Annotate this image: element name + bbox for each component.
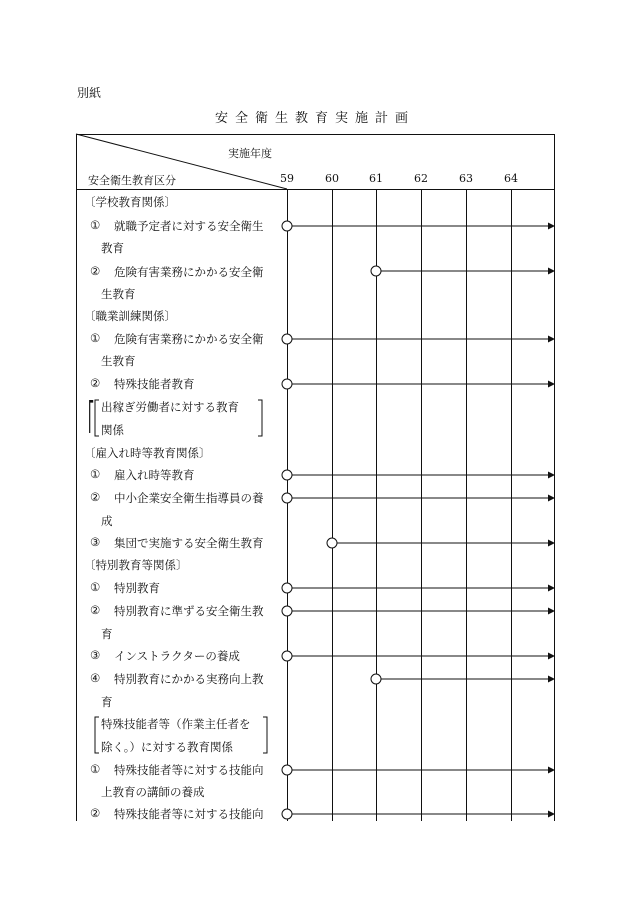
timeline-arrowhead xyxy=(548,540,555,547)
item-text: 特別教育 xyxy=(114,581,160,595)
item-text: 特別教育に準ずる安全衛生教 xyxy=(114,604,264,618)
item-text: 集団で実施する安全衛生教育 xyxy=(114,536,264,550)
timeline-start-circle xyxy=(282,606,292,616)
year-label: 61 xyxy=(369,172,383,185)
timeline-start-circle xyxy=(282,651,292,661)
item-number: ① xyxy=(90,218,101,232)
timeline-start-circle xyxy=(371,266,381,276)
item-number: ① xyxy=(90,580,101,594)
bracket-right xyxy=(258,400,262,436)
item-number: ③ xyxy=(90,535,101,549)
item-text-continued: 生教育 xyxy=(101,287,136,301)
year-label: 59 xyxy=(280,172,294,185)
item-text-continued: 成 xyxy=(101,514,113,528)
item-text-continued: 生教育 xyxy=(101,354,136,368)
timeline-arrowhead xyxy=(548,608,555,615)
timeline-arrowhead xyxy=(548,223,555,230)
item-text: 特殊技能者等に対する技能向 xyxy=(114,807,264,821)
timeline-start-circle xyxy=(282,765,292,775)
timeline-arrowhead xyxy=(548,585,555,592)
item-number: ① xyxy=(90,762,101,776)
bracket-left xyxy=(95,717,99,753)
timeline-arrowhead xyxy=(548,767,555,774)
item-text-continued: 育 xyxy=(101,695,113,709)
category-school: 〔学校教育関係〕 xyxy=(84,195,176,209)
timeline-start-circle xyxy=(282,493,292,503)
item-text: 特別教育にかかる実務向上教 xyxy=(114,672,264,686)
year-label: 64 xyxy=(504,172,518,185)
item-number: ② xyxy=(90,376,101,390)
timeline-arrowhead xyxy=(548,381,555,388)
bracket-left xyxy=(95,400,99,436)
timeline-start-circle xyxy=(282,379,292,389)
timeline-start-circle xyxy=(282,221,292,231)
attachment-label: 別紙 xyxy=(77,86,102,100)
bracket-text: 特殊技能者等（作業主任者を xyxy=(101,717,251,731)
timeline-start-circle xyxy=(371,674,381,684)
item-number: ③ xyxy=(90,648,101,662)
bracket-text: 出稼ぎ労働者に対する教育 xyxy=(101,400,239,414)
bracket-text-continued: 除く。）に対する教育関係 xyxy=(101,740,234,754)
item-text: 特殊技能者教育 xyxy=(114,377,195,391)
item-number: ② xyxy=(90,603,101,617)
row-header-label: 安全衛生教育区分 xyxy=(88,174,176,187)
timeline-start-circle xyxy=(282,334,292,344)
timeline-start-circle xyxy=(282,470,292,480)
item-text: 就職予定者に対する安全衛生 xyxy=(114,219,264,233)
page-title: 安全衛生教育実施計画 xyxy=(214,111,415,126)
timeline-arrowhead xyxy=(548,811,555,818)
timeline-arrowhead xyxy=(548,336,555,343)
item-number: ① xyxy=(90,331,101,345)
item-text: 危険有害業務にかかる安全衛 xyxy=(114,332,264,346)
year-label: 60 xyxy=(325,172,339,185)
year-label: 62 xyxy=(414,172,428,185)
item-text: 中小企業安全衛生指導員の養 xyxy=(114,491,264,505)
item-text-continued: 教育 xyxy=(101,241,124,255)
timeline-start-circle xyxy=(282,583,292,593)
item-text-continued: 上教育の講師の養成 xyxy=(101,785,205,799)
timeline-arrowhead xyxy=(548,268,555,275)
item-text: 雇入れ時等教育 xyxy=(114,468,195,482)
item-number: ② xyxy=(90,490,101,504)
timeline-start-circle xyxy=(327,538,337,548)
item-text: 危険有害業務にかかる安全衛 xyxy=(114,265,264,279)
bracket-text-continued: 関係 xyxy=(101,423,124,437)
category-vocational: 〔職業訓練関係〕 xyxy=(84,309,176,323)
item-text: 特殊技能者等に対する技能向 xyxy=(114,763,264,777)
timeline-arrowhead xyxy=(548,495,555,502)
timeline-start-circle xyxy=(282,809,292,819)
item-number: ④ xyxy=(90,671,101,685)
bracket-right xyxy=(263,717,267,753)
item-number: ② xyxy=(90,806,101,820)
item-number: ② xyxy=(90,264,101,278)
item-text-continued: 育 xyxy=(101,627,113,641)
timeline-arrowhead xyxy=(548,653,555,660)
timeline-arrowhead xyxy=(548,676,555,683)
bracket-open: ⎡ xyxy=(88,400,95,433)
column-header-label: 実施年度 xyxy=(228,147,272,160)
category-hiring: 〔雇入れ時等教育関係〕 xyxy=(84,446,211,460)
item-text: インストラクターの養成 xyxy=(114,649,240,663)
year-label: 63 xyxy=(459,172,473,185)
header-diagonal-line xyxy=(76,134,287,189)
timeline-arrowhead xyxy=(548,472,555,479)
item-number: ① xyxy=(90,467,101,481)
category-special: 〔特別教育等関係〕 xyxy=(84,558,188,572)
